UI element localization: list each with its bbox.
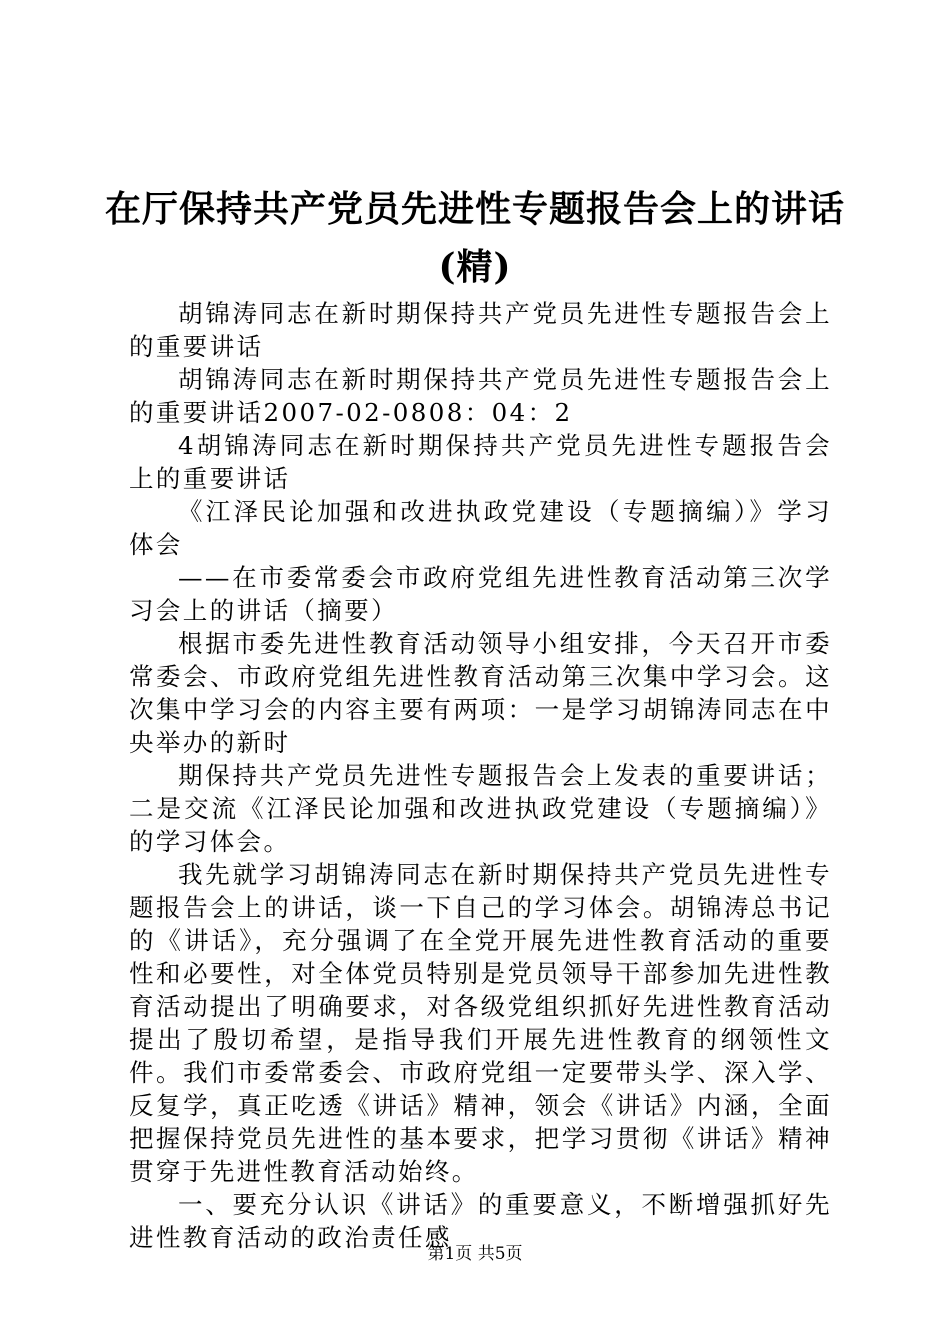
paragraph: 我先就学习胡锦涛同志在新时期保持共产党员先进性专题报告会上的讲话，谈一下自己的学习体会。胡锦涛总书记的《讲话》，充分强调了在全党开展先进性教育活动的重要性和必要性，对全体党员特别是党员领导干部参加先进性教育活动提出了明确要求，对各级党组织抓好先进性教育活动提出了殷切希望，是指导我们开展先进性教育的纲领性文件。我们市委常委会、市政府党组一定要带头学、深入学、反复学，真正吃透《讲话》精神，领会《讲话》内涵，全面把握保持党员先进性的基本要求，把学习贯彻《讲话》精神贯穿于先进性教育活动始终。 (129, 860, 832, 1186)
paragraph: ——在市委常委会市政府党组先进性教育活动第三次学习会上的讲话（摘要） (129, 563, 832, 625)
document-body (129, 297, 832, 1254)
paragraph: 一、要充分认识《讲话》的重要意义，不断增强抓好先进性教育活动的政治责任感 (129, 1190, 832, 1252)
paragraph: 胡锦涛同志在新时期保持共产党员先进性专题报告会上的重要讲话2007-02-0808：04：2 (129, 365, 832, 427)
paragraph: 《江泽民论加强和改进执政党建设（专题摘编）》学习体会 (129, 497, 832, 559)
document-title: 在厅保持共产党员先进性专题报告会上的讲话 (104, 188, 845, 230)
paragraph: 胡锦涛同志在新时期保持共产党员先进性专题报告会上的重要讲话 (129, 299, 832, 361)
paragraph: 期保持共产党员先进性专题报告会上发表的重要讲话；二是交流《江泽民论加强和改进执政党建设（专题摘编）》的学习体会。 (129, 761, 832, 856)
document-title-suffix: (精) (438, 246, 512, 288)
paragraph: 根据市委先进性教育活动领导小组安排，今天召开市委常委会、市政府党组先进性教育活动第三次集中学习会。这次集中学习会的内容主要有两项：一是学习胡锦涛同志在中央举办的新时 (129, 629, 832, 757)
paragraph: 4胡锦涛同志在新时期保持共产党员先进性专题报告会上的重要讲话 (129, 431, 832, 493)
page-number-footer: 第1页 共5页 (427, 1244, 523, 1264)
